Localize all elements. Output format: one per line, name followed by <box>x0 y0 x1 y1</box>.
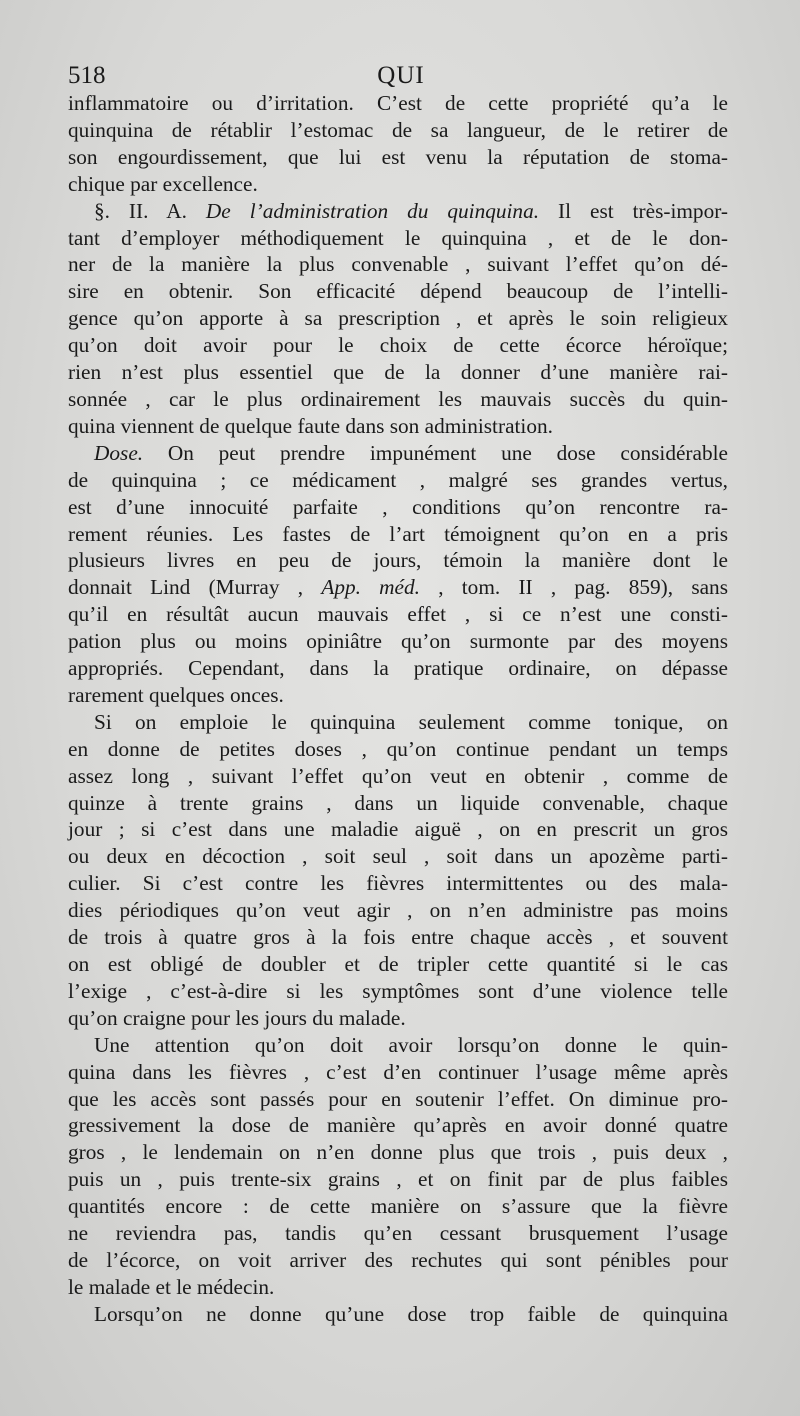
text-line <box>68 1059 728 1086</box>
text-run: l’exige , c’est-à-dire si les symptômes sont d’une violence telle <box>68 978 728 1003</box>
text-run: quina dans les fièvres , c’est d’en continuer l’usage même après <box>68 1059 728 1084</box>
italic-text: Dose. <box>94 440 144 465</box>
text-line <box>68 547 728 574</box>
text-line <box>68 924 728 951</box>
text-line <box>68 1139 728 1166</box>
text-line <box>68 1005 728 1032</box>
text-line <box>68 790 728 817</box>
text-run: sire en obtenir. Son efficacité dépend beaucoup de l’intelli- <box>68 279 728 304</box>
text-run: de trois à quatre gros à la fois entre chaque accès , et souvent <box>68 925 728 950</box>
page-number: 518 <box>68 62 106 89</box>
text-run: gence qu’on apporte à sa prescription , et après le soin religieux <box>68 306 728 331</box>
text-run: on est obligé de doubler et de tripler cette quantité si le cas <box>68 952 728 976</box>
running-head: QUI <box>377 62 425 89</box>
text-run: Lorsqu’on ne donne qu’une dose trop faible de quinquina <box>94 1301 728 1326</box>
text-run: de l’écorce, on voit arriver des rechutes qui sont pénibles pour <box>68 1247 728 1272</box>
text-run: appropriés. Cependant, dans la pratique ordinaire, on dépasse <box>68 656 728 681</box>
text-line <box>68 682 728 709</box>
text-run: inflammatoire ou d’irritation. C’est de cette propriété qu’a le <box>68 91 728 115</box>
text-run: Une attention qu’on doit avoir lorsqu’on donne le quin- <box>94 1032 728 1057</box>
text-run: quantités encore : de cette manière on s’assure que la fièvre <box>68 1194 728 1219</box>
text-run: quinquina de rétablir l’estomac de sa langueur, de le retirer de <box>68 117 728 142</box>
text-line <box>68 467 728 494</box>
text-line <box>68 1220 728 1247</box>
text-line <box>68 305 728 332</box>
text-run: pation plus ou moins opiniâtre qu’on surmonte par des moyens <box>68 629 728 654</box>
text-line <box>68 1112 728 1139</box>
text-run: ne reviendra pas, tandis qu’en cessant brusquement l’usage <box>68 1221 728 1246</box>
text-line <box>68 359 728 386</box>
text-run: quina viennent de quelque faute dans son administration. <box>68 413 553 438</box>
text-line <box>68 144 728 171</box>
text-run: sonnée , car le plus ordinairement les mauvais succès du quin- <box>68 386 728 411</box>
text-line <box>68 816 728 843</box>
text-line <box>68 1166 728 1193</box>
text-line <box>68 332 728 359</box>
text-run: en donne de petites doses , qu’on continue pendant un temps <box>68 736 728 761</box>
text-run: assez long , suivant l’effet qu’on veut en obtenir , comme de <box>68 763 728 788</box>
text-run: plusieurs livres en peu de jours, témoin la manière dont le <box>68 548 728 573</box>
text-line <box>68 951 728 978</box>
text-run: rement réunies. Les fastes de l’art témoignent qu’on en a pris <box>68 521 728 546</box>
text-run: On peut prendre impunément une dose considérable <box>143 440 728 465</box>
text-line <box>68 763 728 790</box>
text-run: §. II. A. <box>94 198 206 223</box>
text-run: qu’on doit avoir pour le choix de cette écorce héroïque; <box>68 333 728 358</box>
text-line <box>68 870 728 897</box>
text-run: donnait Lind (Murray , <box>68 575 322 600</box>
text-line <box>68 171 728 198</box>
text-line <box>68 897 728 924</box>
italic-text: De l’administration du quinquina. <box>205 198 540 223</box>
text-line <box>68 978 728 1005</box>
text-line <box>68 225 728 252</box>
text-run: son engourdissement, que lui est venu la réputation de stoma- <box>68 144 728 169</box>
text-run: de quinquina ; ce médicament , malgré ses grandes vertus, <box>68 467 728 492</box>
text-run: qu’il en résultât aucun mauvais effet , si ce n’est une consti- <box>68 602 728 627</box>
text-line <box>68 655 728 682</box>
text-run: rien n’est plus essentiel que de la donner d’une manière rai- <box>68 360 728 385</box>
text-line <box>68 90 728 117</box>
italic-text: App. méd. <box>321 575 420 600</box>
text-line <box>68 1247 728 1274</box>
body-text <box>68 90 728 1328</box>
text-run: ner de la manière la plus convenable , suivant l’effet qu’on dé- <box>68 252 728 277</box>
text-line <box>68 1032 728 1059</box>
text-line <box>68 494 728 521</box>
text-line <box>68 574 728 601</box>
text-run: , tom. II , pag. 859), sans <box>419 575 728 600</box>
text-run: puis un , puis trente-six grains , et on finit par de plus faibles <box>68 1167 728 1192</box>
text-run: gressivement la dose de manière qu’après en avoir donné quatre <box>68 1113 728 1138</box>
text-line <box>68 709 728 736</box>
text-line <box>68 1193 728 1220</box>
text-line <box>68 1301 728 1328</box>
text-line <box>68 736 728 763</box>
text-run: tant d’employer méthodiquement le quinquina , et de le don- <box>68 225 728 250</box>
text-line <box>68 1086 728 1113</box>
text-line <box>68 601 728 628</box>
text-run: Si on emploie le quinquina seulement comme tonique, on <box>94 709 728 734</box>
text-run: jour ; si c’est dans une maladie aiguë , on en prescrit un gros <box>68 817 728 842</box>
text-line <box>68 440 728 467</box>
text-line <box>68 198 728 225</box>
text-run: chique par excellence. <box>68 171 258 196</box>
text-line <box>68 251 728 278</box>
text-line <box>68 521 728 548</box>
text-run: que les accès sont passés pour en soutenir l’effet. On diminue pro- <box>68 1086 728 1111</box>
text-line <box>68 413 728 440</box>
text-run: dies périodiques qu’on veut agir , on n’en administre pas moins <box>68 898 728 923</box>
text-run: qu’on craigne pour les jours du malade. <box>68 1005 406 1030</box>
text-run: quinze à trente grains , dans un liquide convenable, chaque <box>68 790 728 815</box>
text-run: gros , le lendemain on n’en donne plus que trois , puis deux , <box>68 1140 728 1165</box>
text-run: culier. Si c’est contre les fièvres intermittentes ou des mala- <box>68 871 728 896</box>
text-run: Il est très-impor- <box>539 198 728 223</box>
text-line <box>68 117 728 144</box>
text-run: le malade et le médecin. <box>68 1274 275 1299</box>
text-line <box>68 386 728 413</box>
text-line <box>68 1274 728 1301</box>
text-run: rarement quelques onces. <box>68 682 284 707</box>
text-line <box>68 628 728 655</box>
text-line <box>68 843 728 870</box>
text-run: est d’une innocuité parfaite , conditions qu’on rencontre ra- <box>68 494 728 519</box>
text-line <box>68 278 728 305</box>
text-run: ou deux en décoction , soit seul , soit dans un apozème parti- <box>68 844 728 869</box>
